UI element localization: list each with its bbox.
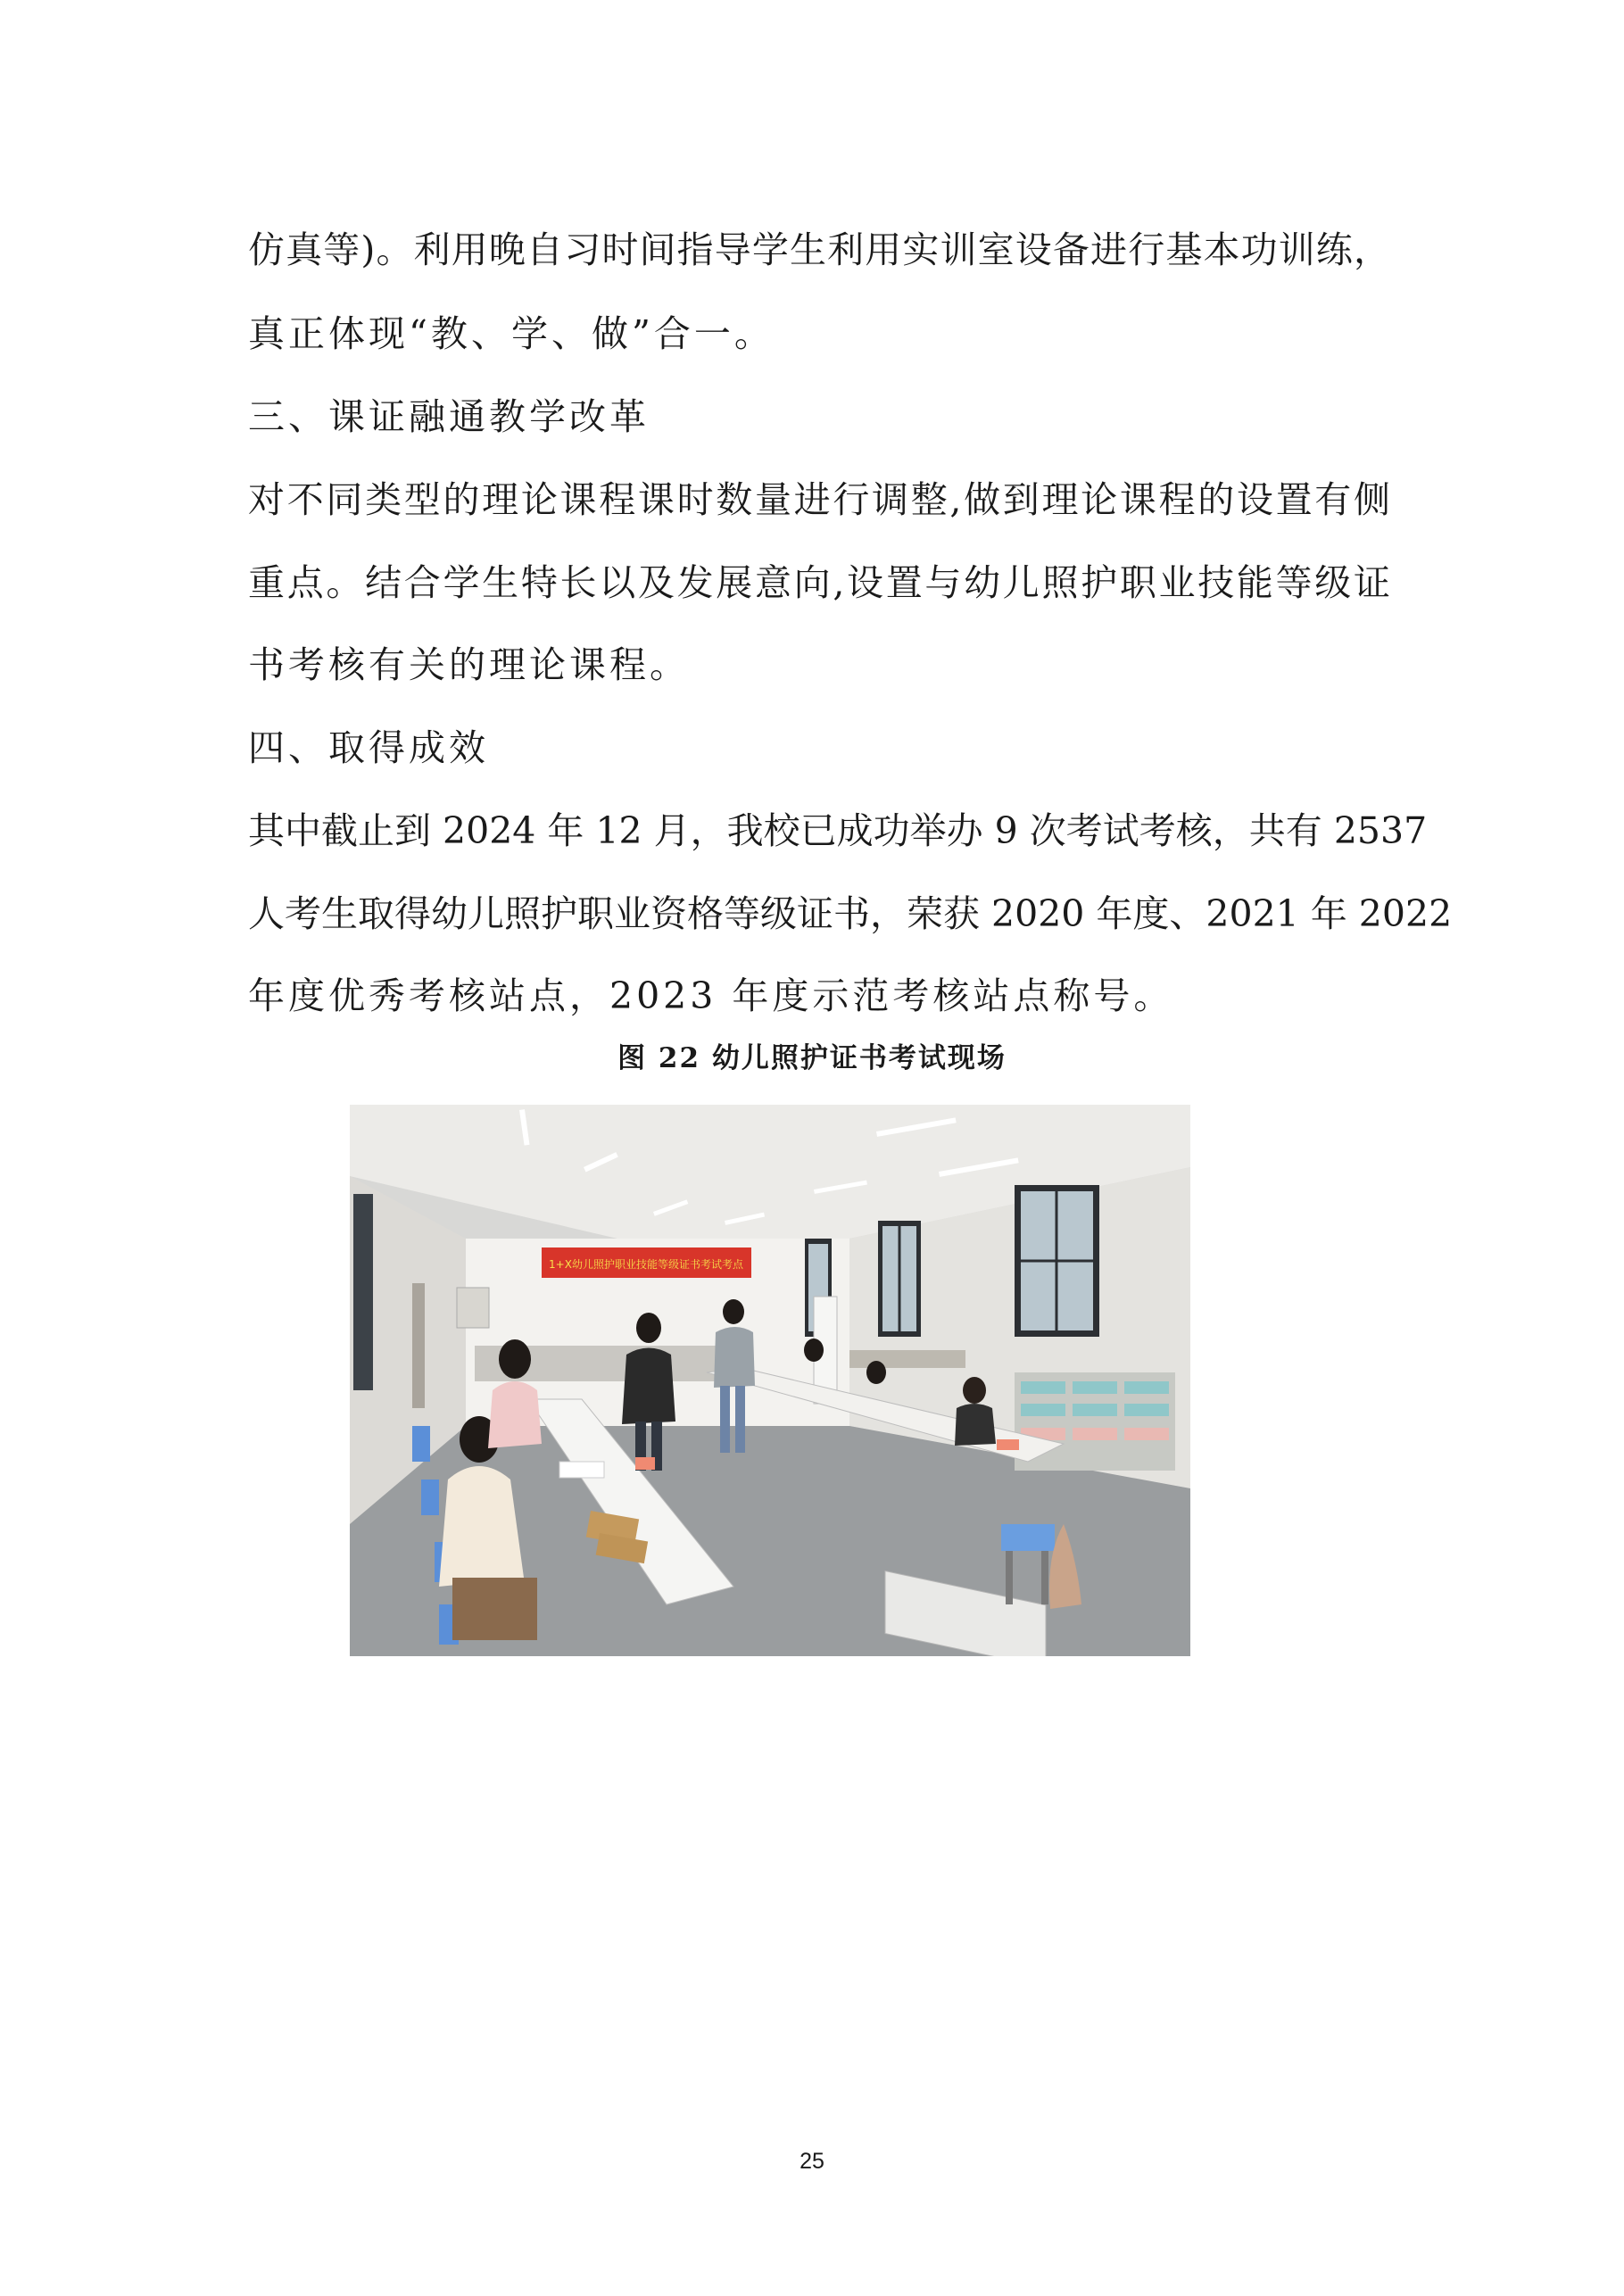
paragraph-line: 真正体现“教、学、做”合一。 — [248, 312, 775, 355]
paragraph-line: 书考核有关的理论课程。 — [248, 643, 690, 686]
paragraph-line: 其中截止到 2024 年 12 月，我校已成功举办 9 次考试考核，共有 2537 — [248, 809, 1428, 852]
paragraph-line: 仿真等)。利用晚自习时间指导学生利用实训室设备进行基本功训练， — [248, 228, 1390, 271]
paragraph-line: 对不同类型的理论课程课时数量进行调整,做到理论课程的设置有侧 — [248, 478, 1390, 521]
banner-text: 1+X幼儿照护职业技能等级证书考试考点 — [549, 1258, 743, 1271]
paragraph-line: 年度优秀考核站点，2023 年度示范考核站点称号。 — [248, 974, 1174, 1017]
exam-site-photo — [350, 1105, 1190, 1656]
section-heading: 四、取得成效 — [248, 726, 489, 769]
page-number: 25 — [800, 2149, 824, 2174]
figure-caption: 图 22 幼儿照护证书考试现场 — [617, 1042, 1007, 1074]
section-heading: 三、课证融通教学改革 — [248, 395, 650, 438]
paragraph-line: 重点。结合学生特长以及发展意向,设置与幼儿照护职业技能等级证 — [248, 561, 1390, 604]
paragraph-line: 人考生取得幼儿照护职业资格等级证书，荣获 2020 年度、2021 年 2022 — [248, 892, 1453, 935]
